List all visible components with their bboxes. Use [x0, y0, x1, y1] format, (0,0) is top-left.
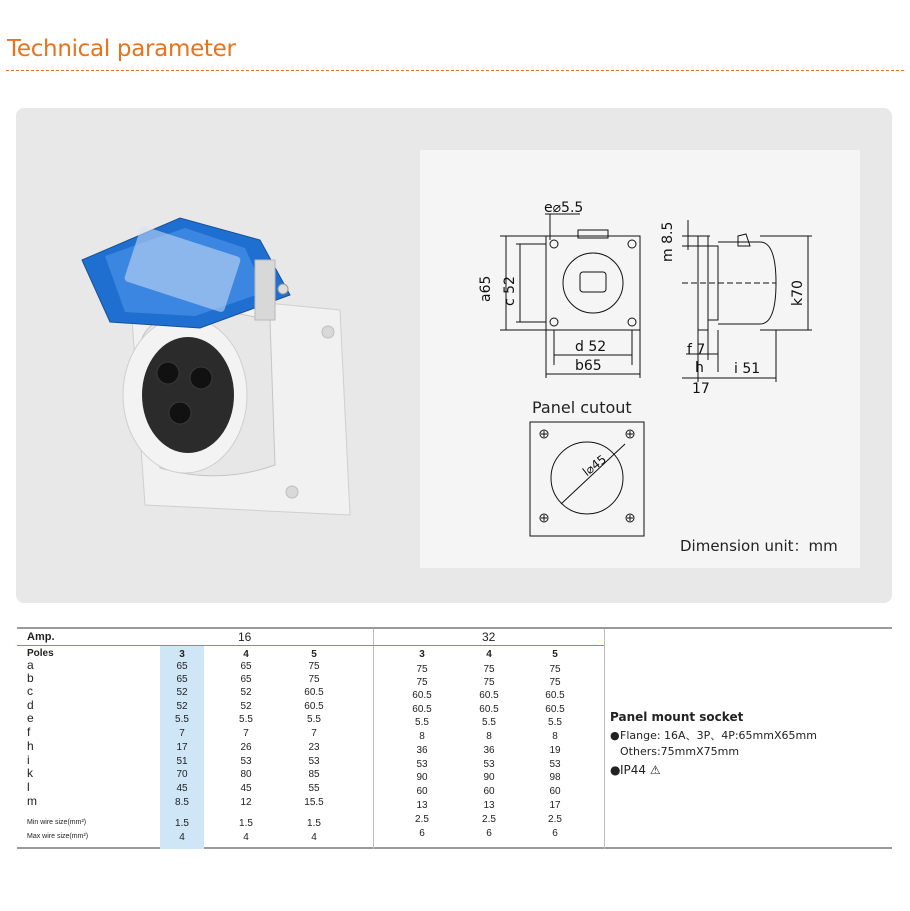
table-cell: 7 — [311, 728, 317, 739]
table-cell: 60.5 — [545, 704, 565, 715]
table-cell: 80 — [240, 769, 252, 780]
table-cell: 98 — [549, 772, 561, 783]
poles-cell: 5 — [552, 649, 558, 660]
table-cell: 36 — [416, 745, 428, 756]
table-cell: 60.5 — [412, 690, 432, 701]
row-label: f — [27, 725, 31, 739]
row-label: e — [27, 711, 34, 725]
table-cell: 75 — [416, 677, 428, 688]
table-cell: 60.5 — [304, 687, 324, 698]
row-label: k — [27, 766, 33, 780]
table-cell: 6 — [419, 828, 425, 839]
dimension-unit-label: Dimension unit：mm — [680, 537, 838, 555]
table-cell: 53 — [240, 756, 252, 767]
ip-rating: ●IP44 ⚠ — [610, 763, 661, 777]
table-cell: 2.5 — [548, 814, 562, 825]
table-cell: 75 — [483, 664, 495, 675]
row-label: i — [27, 753, 30, 767]
table-divider-side — [604, 629, 605, 849]
row-label: c — [27, 684, 33, 698]
table-cell: 17 — [176, 742, 188, 753]
table-cell: 5.5 — [415, 717, 429, 728]
ip-text: IP44 — [620, 763, 647, 777]
row-label: d — [27, 698, 34, 712]
table-cell: 60 — [549, 786, 561, 797]
table-cell: 1.5 — [307, 818, 321, 829]
table-cell: 51 — [176, 756, 188, 767]
row-label: m — [27, 794, 37, 808]
table-cell: 65 — [176, 661, 188, 672]
table-cell: 36 — [483, 745, 495, 756]
poles-cell: 4 — [243, 649, 249, 660]
table-cell: 70 — [176, 769, 188, 780]
dim-h-label: h — [695, 360, 704, 376]
poles-cell: 4 — [486, 649, 492, 660]
table-cell: 7 — [179, 728, 185, 739]
table-cell: 75 — [308, 674, 320, 685]
table-cell: 7 — [243, 728, 249, 739]
amp-label: Amp. — [27, 631, 55, 643]
table-cell: 8 — [552, 731, 558, 742]
table-cell: 5.5 — [548, 717, 562, 728]
table-cell: 4 — [311, 832, 317, 843]
flange-text: Flange: 16A、3P、4P:65mmX65mm — [620, 729, 817, 742]
dim-17-label: 17 — [692, 381, 710, 397]
table-cell: 5.5 — [307, 714, 321, 725]
table-cell: 4 — [243, 832, 249, 843]
table-cell: 5.5 — [239, 714, 253, 725]
table-cell: 60.5 — [479, 690, 499, 701]
table-cell: 90 — [416, 772, 428, 783]
dim-f-label: f 7 — [687, 342, 706, 358]
table-cell: 5.5 — [482, 717, 496, 728]
flange-spec: ●Flange: 16A、3P、4P:65mmX65mm — [610, 729, 817, 742]
row-label: b — [27, 671, 34, 685]
amp-32-label: 32 — [482, 630, 496, 644]
row-label: a — [27, 658, 34, 672]
dim-c-label: c 52 — [502, 276, 518, 306]
table-cell: 2.5 — [482, 814, 496, 825]
table-cell: 65 — [240, 661, 252, 672]
table-cell: 65 — [240, 674, 252, 685]
poles-cell: 3 — [179, 649, 185, 660]
table-cell: 8 — [419, 731, 425, 742]
table-cell: 75 — [549, 664, 561, 675]
table-cell: 52 — [240, 687, 252, 698]
table-cell: 19 — [549, 745, 561, 756]
table-cell: 85 — [308, 769, 320, 780]
table-cell: 60 — [483, 786, 495, 797]
table-cell: 65 — [176, 674, 188, 685]
poles-label: Poles — [27, 648, 54, 659]
poles-cell: 3 — [419, 649, 425, 660]
dim-e-label: e⌀5.5 — [544, 200, 584, 216]
table-cell: 4 — [179, 832, 185, 843]
table-cell: 90 — [483, 772, 495, 783]
table-divider-amp — [373, 629, 374, 849]
warning-icon: ⚠ — [649, 763, 661, 777]
dim-d-label: d 52 — [575, 339, 607, 355]
max-wire-label: Max wire size(mm²) — [27, 833, 89, 840]
table-cell: 60.5 — [479, 704, 499, 715]
poles-cell: 5 — [311, 649, 317, 660]
table-cell: 53 — [549, 759, 561, 770]
table-cell: 6 — [552, 828, 558, 839]
product-info — [610, 710, 890, 778]
table-cell: 26 — [240, 742, 252, 753]
table-cell: 1.5 — [175, 818, 189, 829]
product-image — [70, 200, 370, 530]
table-cell: 75 — [308, 661, 320, 672]
table-cell: 52 — [240, 701, 252, 712]
table-cell: 23 — [308, 742, 320, 753]
dim-b-label: b65 — [575, 358, 602, 374]
table-cell: 53 — [416, 759, 428, 770]
table-cell: 75 — [483, 677, 495, 688]
others-spec — [610, 744, 890, 760]
product-title: Panel mount socket — [610, 710, 744, 724]
table-cell: 6 — [486, 828, 492, 839]
title-divider — [6, 70, 904, 71]
dim-l-label: l⌀45 — [580, 452, 609, 480]
page-title: Technical parameter — [7, 36, 236, 62]
table-cell: 13 — [483, 800, 495, 811]
row-label: h — [27, 739, 34, 753]
table-cell: 75 — [416, 664, 428, 675]
table-cell: 2.5 — [415, 814, 429, 825]
table-cell: 45 — [176, 783, 188, 794]
amp-16-label: 16 — [238, 630, 252, 644]
table-cell: 15.5 — [304, 797, 324, 808]
table-cell: 12 — [240, 797, 252, 808]
table-cell: 60.5 — [412, 704, 432, 715]
dim-a-label: a65 — [478, 275, 494, 302]
table-cell: 1.5 — [239, 818, 253, 829]
table-cell: 60 — [416, 786, 428, 797]
amp-header-rule — [17, 645, 604, 646]
dim-k-label: k70 — [790, 280, 806, 306]
table-cell: 5.5 — [175, 714, 189, 725]
table-cell: 55 — [308, 783, 320, 794]
table-cell: 8 — [486, 731, 492, 742]
table-cell: 60.5 — [304, 701, 324, 712]
panel-cutout-label: Panel cutout — [532, 398, 632, 417]
dim-i-label: i 51 — [734, 361, 761, 377]
table-cell: 75 — [549, 677, 561, 688]
table-cell: 52 — [176, 701, 188, 712]
dimension-drawing — [420, 150, 860, 568]
row-label: l — [27, 780, 30, 794]
table-cell: 53 — [483, 759, 495, 770]
table-cell: 60.5 — [545, 690, 565, 701]
table-cell: 52 — [176, 687, 188, 698]
dim-m-label: m 8.5 — [660, 221, 676, 262]
table-cell: 8.5 — [175, 797, 189, 808]
table-cell: 53 — [308, 756, 320, 767]
min-wire-label: Min wire size(mm²) — [27, 819, 87, 826]
table-cell: 17 — [549, 800, 561, 811]
table-cell: 13 — [416, 800, 428, 811]
table-cell: 45 — [240, 783, 252, 794]
others-text: Others:75mmX75mm — [620, 745, 740, 758]
